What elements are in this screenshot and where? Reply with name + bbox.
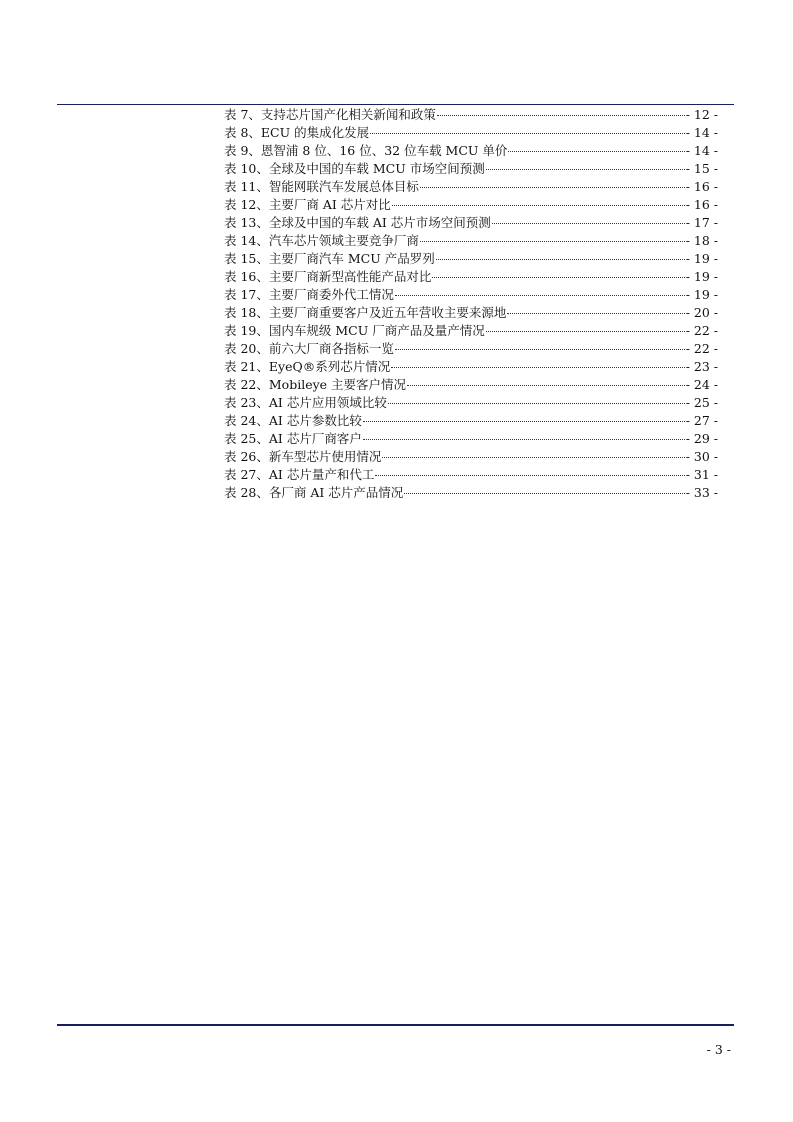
table-of-contents bbox=[224, 106, 718, 502]
page-number: - 3 - bbox=[706, 1042, 731, 1057]
toc-entry[interactable] bbox=[224, 268, 718, 286]
toc-entry[interactable] bbox=[224, 358, 718, 376]
toc-entry-title: 表 25、AI 芯片厂商客户 bbox=[224, 431, 362, 446]
toc-dot-leader bbox=[395, 295, 685, 296]
toc-entry-page: - 15 - bbox=[685, 161, 718, 176]
toc-entry[interactable] bbox=[224, 142, 718, 160]
toc-entry-title: 表 27、AI 芯片量产和代工 bbox=[224, 467, 375, 482]
toc-dot-leader bbox=[363, 421, 685, 422]
toc-entry-title: 表 7、支持芯片国产化相关新闻和政策 bbox=[224, 107, 436, 122]
toc-entry-page: - 24 - bbox=[685, 377, 718, 392]
toc-dot-leader bbox=[492, 223, 685, 224]
toc-entry[interactable] bbox=[224, 286, 718, 304]
toc-dot-leader bbox=[420, 187, 685, 188]
toc-dot-leader bbox=[437, 115, 685, 116]
toc-entry-title: 表 9、恩智浦 8 位、16 位、32 位车载 MCU 单价 bbox=[224, 143, 508, 158]
toc-dot-leader bbox=[407, 385, 685, 386]
toc-dot-leader bbox=[436, 259, 685, 260]
toc-entry-title: 表 18、主要厂商重要客户及近五年营收主要来源地 bbox=[224, 305, 507, 320]
toc-entry[interactable] bbox=[224, 124, 718, 142]
toc-dot-leader bbox=[392, 205, 685, 206]
toc-entry-page: - 30 - bbox=[685, 449, 718, 464]
toc-entry-title: 表 20、前六大厂商各指标一览 bbox=[224, 341, 394, 356]
toc-entry[interactable] bbox=[224, 160, 718, 178]
toc-entry-page: - 22 - bbox=[685, 323, 718, 338]
toc-entry[interactable] bbox=[224, 466, 718, 484]
toc-dot-leader bbox=[508, 151, 684, 152]
toc-entry-page: - 22 - bbox=[685, 341, 718, 356]
toc-entry-title: 表 23、AI 芯片应用领域比较 bbox=[224, 395, 387, 410]
toc-entry-title: 表 8、ECU 的集成化发展 bbox=[224, 125, 370, 140]
toc-entry-page: - 17 - bbox=[685, 215, 718, 230]
toc-dot-leader bbox=[420, 241, 685, 242]
toc-entry-title: 表 10、全球及中国的车载 MCU 市场空间预测 bbox=[224, 161, 485, 176]
toc-entry-title: 表 19、国内车规级 MCU 厂商产品及量产情况 bbox=[224, 323, 485, 338]
toc-dot-leader bbox=[404, 493, 684, 494]
toc-entry-page: - 23 - bbox=[685, 359, 718, 374]
toc-entry-page: - 29 - bbox=[685, 431, 718, 446]
toc-entry[interactable] bbox=[224, 196, 718, 214]
toc-entry-title: 表 21、EyeQ®系列芯片情况 bbox=[224, 359, 391, 374]
toc-entry-title: 表 13、全球及中国的车载 AI 芯片市场空间预测 bbox=[224, 215, 491, 230]
toc-entry[interactable] bbox=[224, 232, 718, 250]
toc-dot-leader bbox=[388, 403, 685, 404]
toc-dot-leader bbox=[395, 349, 685, 350]
toc-entry[interactable] bbox=[224, 106, 718, 124]
toc-dot-leader bbox=[432, 277, 684, 278]
toc-dot-leader bbox=[375, 475, 684, 476]
toc-entry-title: 表 15、主要厂商汽车 MCU 产品罗列 bbox=[224, 251, 435, 266]
toc-entry[interactable] bbox=[224, 412, 718, 430]
toc-entry[interactable] bbox=[224, 376, 718, 394]
toc-entry[interactable] bbox=[224, 484, 718, 502]
toc-entry[interactable] bbox=[224, 250, 718, 268]
toc-entry-page: - 19 - bbox=[685, 251, 718, 266]
toc-dot-leader bbox=[391, 367, 684, 368]
toc-entry-page: - 14 - bbox=[685, 143, 718, 158]
toc-dot-leader bbox=[486, 331, 685, 332]
toc-entry-page: - 25 - bbox=[685, 395, 718, 410]
toc-entry[interactable] bbox=[224, 448, 718, 466]
toc-entry-title: 表 17、主要厂商委外代工情况 bbox=[224, 287, 394, 302]
toc-dot-leader bbox=[486, 169, 685, 170]
toc-entry[interactable] bbox=[224, 322, 718, 340]
toc-entry-page: - 12 - bbox=[685, 107, 718, 122]
toc-entry[interactable] bbox=[224, 178, 718, 196]
toc-entry-title: 表 22、Mobileye 主要客户情况 bbox=[224, 377, 407, 392]
toc-dot-leader bbox=[370, 133, 685, 134]
toc-entry-title: 表 26、新车型芯片使用情况 bbox=[224, 449, 382, 464]
toc-dot-leader bbox=[507, 313, 684, 314]
footer-rule bbox=[57, 1024, 734, 1026]
toc-entry-page: - 16 - bbox=[685, 179, 718, 194]
toc-dot-leader bbox=[382, 457, 684, 458]
toc-dot-leader bbox=[363, 439, 685, 440]
toc-entry-title: 表 12、主要厂商 AI 芯片对比 bbox=[224, 197, 391, 212]
toc-entry-page: - 18 - bbox=[685, 233, 718, 248]
toc-entry-title: 表 11、智能网联汽车发展总体目标 bbox=[224, 179, 419, 194]
toc-entry-page: - 19 - bbox=[685, 269, 718, 284]
toc-entry[interactable] bbox=[224, 430, 718, 448]
toc-entry-page: - 27 - bbox=[685, 413, 718, 428]
toc-entry-title: 表 16、主要厂商新型高性能产品对比 bbox=[224, 269, 432, 284]
toc-entry-page: - 16 - bbox=[685, 197, 718, 212]
toc-entry-title: 表 28、各厂商 AI 芯片产品情况 bbox=[224, 485, 404, 500]
toc-entry[interactable] bbox=[224, 304, 718, 322]
toc-entry[interactable] bbox=[224, 394, 718, 412]
toc-entry-page: - 31 - bbox=[685, 467, 718, 482]
toc-entry-title: 表 14、汽车芯片领域主要竞争厂商 bbox=[224, 233, 419, 248]
toc-entry-title: 表 24、AI 芯片参数比较 bbox=[224, 413, 362, 428]
toc-entry-page: - 20 - bbox=[685, 305, 718, 320]
toc-entry-page: - 19 - bbox=[685, 287, 718, 302]
header-rule bbox=[57, 104, 734, 105]
toc-entry-page: - 14 - bbox=[685, 125, 718, 140]
toc-entry[interactable] bbox=[224, 214, 718, 232]
toc-entry-page: - 33 - bbox=[685, 485, 718, 500]
toc-entry[interactable] bbox=[224, 340, 718, 358]
